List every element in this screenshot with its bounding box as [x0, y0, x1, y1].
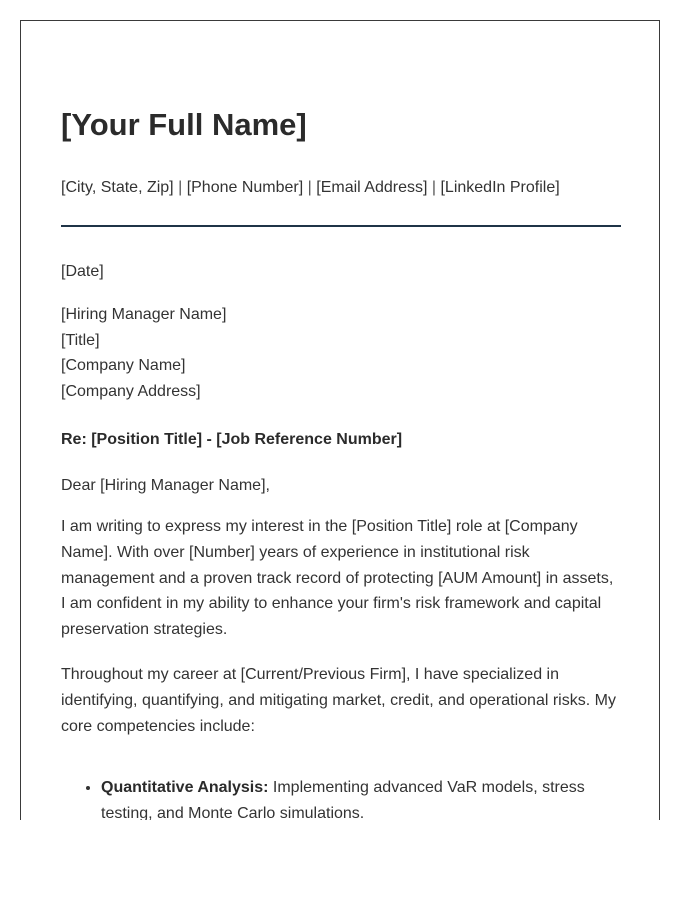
body-paragraph: Throughout my career at [Current/Previous Firm], I have specialized in identifying, quantifying, and mitigating market, credit, and operational risks. My core competencies include: — [61, 666, 616, 735]
letter-date: [Date] — [61, 263, 104, 280]
contact-phone: [Phone Number] — [186, 179, 304, 196]
body-paragraph: I am writing to express my interest in the [Position Title] role at [Company Name]. With over [Number] years of experience in institutional risk management and a proven track record of protecting [AUM Amount] in assets, I am confident in my ability to enhance your firm's risk framework and capital preservation strategies. — [61, 518, 614, 639]
applicant-name: [Your Full Name] — [61, 107, 307, 142]
competency-list — [61, 775, 621, 820]
contact-separator: | — [307, 179, 312, 196]
recipient-title: [Title] — [61, 331, 100, 349]
competency-text: Implementing advanced VaR models, stress testing, and Monte Carlo simulations. — [101, 779, 585, 820]
header-divider — [61, 225, 621, 227]
contact-email: [Email Address] — [316, 179, 428, 196]
contact-separator: | — [431, 179, 437, 196]
recipient-block — [61, 302, 226, 404]
letter-page — [20, 20, 660, 820]
recipient-name: [Hiring Manager Name] — [61, 306, 227, 323]
contact-separator: | — [178, 179, 183, 196]
salutation: Dear [Hiring Manager Name], — [61, 477, 270, 494]
list-item — [101, 775, 621, 820]
recipient-address: [Company Address] — [61, 382, 201, 400]
contact-line — [61, 177, 560, 199]
contact-linkedin: [LinkedIn Profile] — [440, 179, 560, 196]
recipient-company: [Company Name] — [61, 357, 186, 374]
subject-line: Re: [Position Title] - [Job Reference Number] — [61, 431, 403, 448]
competency-label: Quantitative Analysis: — [101, 779, 269, 796]
contact-location: [City, State, Zip] — [61, 179, 174, 196]
